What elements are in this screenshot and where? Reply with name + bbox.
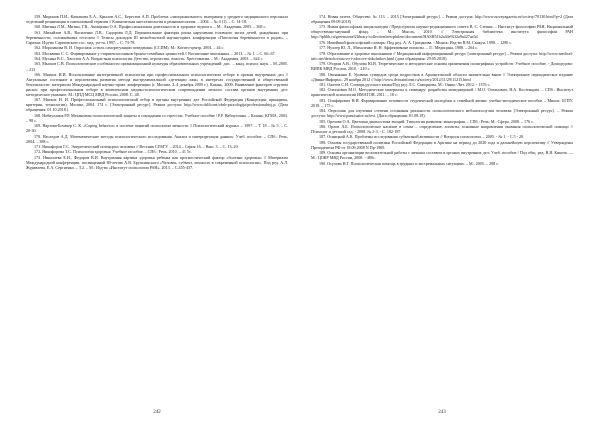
reference-entry: 190. Осухова Н.Г. Психологическая помощь в трудных и экстремальных ситуациях. – М., 2005. – 288 с. xyxy=(319,160,500,166)
reference-entry: 181. Ожегов С.И. Словарь русского языка/Под ред. Л.С. Скворцова. М.: Оникс-Лит, 2012. - 1376 с. xyxy=(319,81,491,87)
reference-entry: 178. Образование и здоровье школьников // Медицинский информационный ресурс [электронный ресурс] – Режим доступа: http://www.medical-info.net/detsolovrasovo-i-zdorove-shkolnikov.html (дата обращения: 29.05.2018). xyxy=(311,50,573,61)
reference-entry: 188. Основы государственной политики Российской Федерации в Арктике на период до 2020 года и дальнейшую перспективу // Утверждены Президентом РФ от 18.09.2008 N Пр-1969. xyxy=(311,139,573,150)
reference-entry: 163. Москвина С. С. Формирование у старшеклассников бронхо-семейных ценностей // Воспитание школьника. – 2013. – № 1. – С. 66–67. xyxy=(34,50,276,56)
reference-entry: 162. Морозанова В. И. Опросник «стиль саморегуляции поведения» (ССПМ). М.: Когито-центр, 2004. – 44 с. xyxy=(34,45,225,51)
reference-entry: 176. Новейший философский словарь: Под ред. А. А. Грицанова. - Минск: Изд-во В.М. Скакун, 1998. – 1280 с. xyxy=(319,39,513,45)
reference-entry: 173. Николаева Е.И., Федоров В.И. Внутренняя картина здоровья ребенка как прогностический фактор «болезни здоровья» // Материалы Международной конференции, посвященной 80-летию А.В. Брушлинского «Человек, субъект, личность в современной психологии». Под ред. А.Л. Журавлева, Е.А. Сергиенко. – Т.2. – М.: Изд-во «Институт психологии РАН», 2013. – С.455-457. xyxy=(26,154,288,170)
reference-entry: 183. Олифирович Н.И. Формирование готовности студенческой молодёжи к семейной жизни: учебно-методическое пособие – Минск: БГПУ, 2018. – 175 с. xyxy=(311,97,573,108)
reference-entry: 167. Мягких И. И. Профессиональный психологический отбор в органы внутренних дел Российской Федерации (Концепция: принципы, критерии, технологии). Москва, 2004. 174 с. [Электронный ресурс]. Режим доступа: http://www.dslib.net/obsh-psixologija/professionalnyj.p. (Дата обращения: 01.10.2018.). xyxy=(26,97,288,113)
reference-entry: 187. Осницкий А.К. Проблемы исследования субъектной активности // Вопросы психологии. – 2005. - № 1. - С.5 - 20. xyxy=(319,134,525,140)
reference-entry: 177. Нуллер Ю. Л., Михаленко И. Н. Аффективные психозы. – Л.: Медицина, 1988. – 264 с. xyxy=(319,45,479,51)
reference-entry: 165. Мысков С.В. Психологические особенности организационной культуры образовательных учреждений: дис. ... канд. психол. наук. – М.,2005. – 213 xyxy=(26,61,288,72)
page-number-right: 243 xyxy=(438,410,446,415)
reference-entry: 171. Никифоров Г.С. Энергетический потенциал человека // Вестник СПбГУ. – 2014 – Серия 16. – Вып. 3. – С. 13–20. xyxy=(34,144,239,150)
reference-entry: 161. Михайлов А.В., Василенко Л.В., Сидорова Л.Д. Перинатальные факторы риска нарушения головного мозга детей, рождённых при беременности, осложнённых гестозом // Тезисы докладов III межобластной научно-практ. конференции «Патология беременности и родов». – Саратов: Изд-во Саратовского гос. мед. ун-та, 1997. – С. 73-78. xyxy=(26,29,288,45)
reference-entry: 159. Миронов П.И., Кашапова Е.А., Крылов А.С., Берестов А.П. Проблема «эмоционального» выгорания у среднего медицинского персонала отделений реанимации и интенсивной терапии // Клиническая анестезиология и реаниматология. – 2004. – № 4 (1). – С. 14-18. xyxy=(26,14,288,25)
reference-entry: 174. Новая газета. Общество. № 113. – 2015 [Электронный ресурс]. – Режим доступа: http://www.novayagazeta.ru/society/70130.html?p=2 (Дата обращения 09.09.2018) xyxy=(311,14,573,25)
reference-entry: 186. Орлов А.Б. Психологическое насилие в семье – определение, аспекты, основные направления оказания психологической помощи // Психолог и детский сад. - 2008. № 2-3. - С. 182-187. xyxy=(311,124,573,135)
reference-entry: 168. Набиуллина Р.Р. Механизмы психологической защиты и совладания со стрессом. Учебное пособие / Р.Р. Набиуллина. – Казань: КГМА, 2003. – 98 с. xyxy=(26,112,288,123)
right-page xyxy=(311,14,573,410)
reference-entry: 175. Новая философская энциклопедия / Председатель научно-редакционного совета В. С. Стёпин. – Институт философии РАН, Национальный общественно-научный фонд. – М.: Мысль, 2010. // Электронная библиотека института философии РАН http://iphlib.ru/greenstone3/library/collection/newphilenc/document/HASH51b2a44e92f2a9a427ae5d xyxy=(311,24,573,40)
reference-entry: 160. Митина Л.М., Митин, Г.В., Анищенко О.А. Профессиональная деятельность и здоровье педагога. – М.: Академия, 2005. – 368 с. xyxy=(34,24,267,30)
reference-entry: 185. Орехова О.А. Цветовая диагностика эмоций. Типология развития: монография. – СПб.: Речь; М.: Сфера, 2008. – 176 с. xyxy=(319,118,535,124)
page-number-left: 242 xyxy=(153,410,161,415)
reference-entry: 189. Основы организации воспитательной работы с личным составом в органах внутренних дел: Учеб. пособие / Под общ. ред. В.Я. Кикотя. — М.: ЦОКР МВД России, 2008. - 480с. xyxy=(311,150,573,161)
left-page xyxy=(26,14,288,410)
reference-entry: 164. Мухина В.С., Хвостов А.А. Возрастная психология. Детство, отрочество, юность. Хрестоматия. – М.: Академия, 2003. – 624 с. xyxy=(34,56,264,62)
reference-entry: 166. Мягких И.И. Использование интегративной психологии при профессиональном психологическом отборе в органы внутренних дел // Актуальные состояние и перспективы развития метода инструментальной «детекции лжи» в интересах государственной и общественной безопасности: материалы Международной научно-практ. конференции (г. Москва, 2–4 декабря 2009 г.). Казань, 2009; Выявление факторов «группы риска» при профессиональном отборе в комплексном медико-психологическом сопровождении личного состава органов внутренних дел: методическое указание. М.: ЦПД МСЦ МВД России, 2008. С. 48. xyxy=(26,71,288,97)
reference-entry: 184. Опросник для изучения степени осознания реальности психологического неблагополучия человека [Электронный ресурс]. – Режим доступа: http://www.punctuator.ru/test. (Дата обращения: 01.08.18). xyxy=(311,108,573,119)
reference-entry: 172. Никифорова Т.С. Психология здоровья: Учебное пособие. – СПб.: Речь, 2010. – 41 5с. xyxy=(34,149,192,155)
reference-entry: 180. Овсянкина Е. Уровень суицидов среди подростков в Архангельской области значительно выше // Электронное периодическое издание «Двина-Информ». 29 ноября 2012 // http://www.dvinainform.ru/society/2012/11/29/11215.html xyxy=(311,71,573,82)
reference-entry: 169. Нартова-Бочавер С. К. «Coping behavior» в системе понятий психологии личности // Психологический журнал. – 1997. – Т. 18 – № 5. – С. 20-30. xyxy=(26,123,288,134)
reference-entry: 179. Оборин А.В., Обухова Ю.В. Теоретические и методические основы применения полиграфных устройств: Учебное пособие. - Домодедово: ВИПК МВД России, 2010. - 210 с. xyxy=(311,61,573,72)
reference-entry: 170. Наследов А.Д. Математические методы психологического исследования. Анализ и интерпретация данных: Учеб. пособие. – СПб.: Речь, 2004. – 388 с. xyxy=(26,133,288,144)
reference-entry: 182. Олехнович М.О. Методические материалы к семинару: разработка менеджерской / М.О. Олехнович, Н.А. Костенцова. – СПб.: Институт практической психологии ИМАТОН, 2011. – 18 с. xyxy=(311,87,573,98)
